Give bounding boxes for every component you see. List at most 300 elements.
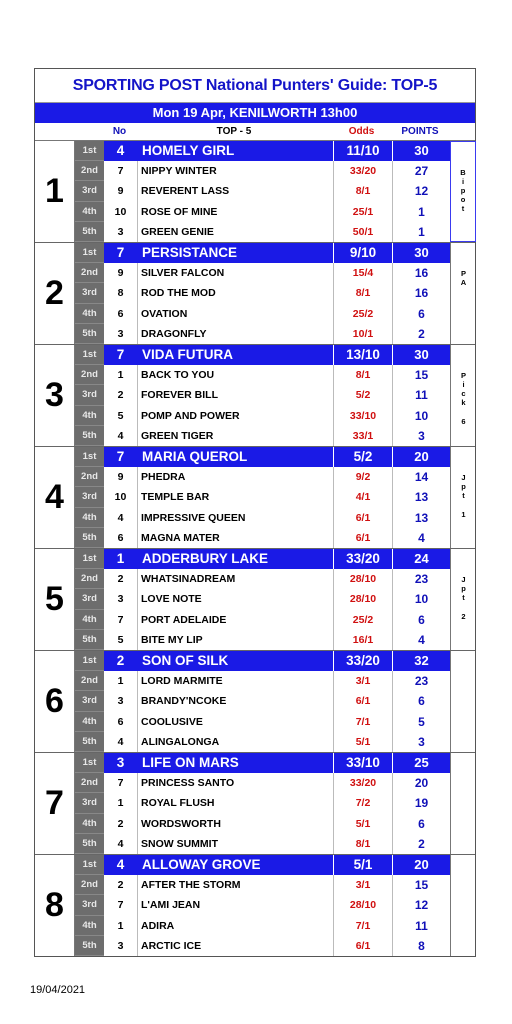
runner-points: 32 [392,651,450,671]
runner-name: ARCTIC ICE [137,936,333,956]
runner-number: 3 [117,939,124,952]
runner-odds: 28/10 [333,569,392,589]
runner-row [75,365,450,385]
runner-points: 20 [392,773,450,793]
runner-points: 24 [392,549,450,569]
runner-number: 1 [117,797,124,810]
runner-row [75,304,450,324]
runner-number: 7 [116,245,125,260]
runner-row [75,630,450,650]
runner-name: SNOW SUMMIT [137,834,333,854]
runner-odds: 25/1 [333,202,392,222]
runner-points: 10 [392,406,450,426]
runner-position: 2nd [75,467,104,487]
race-block [35,243,475,345]
runner-name: FOREVER BILL [137,385,333,405]
runner-points: 5 [392,712,450,732]
runner-position: 5th [75,426,104,446]
runner-position: 4th [75,508,104,528]
race-number: 4 [35,447,75,548]
bet-type-letter: A [460,278,467,287]
runner-number: 4 [117,511,124,524]
runner-row [75,569,450,589]
bet-type-label [450,753,476,854]
runner-points: 11 [392,385,450,405]
runner-odds: 6/1 [333,936,392,956]
runner-odds: 7/1 [333,916,392,936]
runner-number: 1 [116,551,125,566]
runner-name: WHATSINADREAM [137,569,333,589]
runner-position: 5th [75,732,104,752]
bet-type-letter: p [461,482,466,491]
runner-row [75,181,450,201]
runner-name: ADDERBURY LAKE [137,549,333,569]
runner-position: 1st [75,651,104,671]
runner-number: 4 [117,429,124,442]
runner-number: 4 [117,735,124,748]
runner-points: 8 [392,936,450,956]
runner-name: LOVE NOTE [137,589,333,609]
runner-number: 10 [114,205,127,218]
runner-number: 3 [117,327,124,340]
runner-points: 15 [392,875,450,895]
runner-name: ROYAL FLUSH [137,793,333,813]
runner-row [75,875,450,895]
bet-type-letter: B [460,168,466,177]
top5-col-header: TOP - 5 [216,126,252,137]
bet-type-label [450,243,476,344]
bet-type-letter: i [461,177,465,186]
runner-points: 12 [392,895,450,915]
runner-row [75,895,450,915]
runner-name: NIPPY WINTER [137,161,333,181]
runner-name: LORD MARMITE [137,671,333,691]
runner-odds: 3/1 [333,875,392,895]
runner-position: 3rd [75,895,104,915]
runner-position: 3rd [75,487,104,507]
runner-odds: 5/1 [333,855,392,875]
runner-name: ADIRA [137,916,333,936]
runner-points: 23 [392,569,450,589]
runner-number: 7 [117,899,124,912]
bet-type-letter: P [460,269,466,278]
bet-type-letter: 6 [461,417,466,426]
runner-number: 2 [117,389,124,402]
runner-position: 3rd [75,385,104,405]
runner-number: 6 [117,715,124,728]
runner-name: PORT ADELAIDE [137,610,333,630]
runner-position: 4th [75,610,104,630]
runner-number: 4 [117,837,124,850]
runner-odds: 8/1 [333,365,392,385]
runner-row [75,263,450,283]
runner-name: BRANDY'NCOKE [137,691,333,711]
runner-row [75,589,450,609]
runner-number: 4 [116,143,125,158]
print-date: 19/04/2021 [30,984,86,996]
runner-number: 7 [117,165,124,178]
runner-list [75,549,450,650]
runner-row [75,691,450,711]
runner-position: 4th [75,814,104,834]
runner-row [75,487,450,507]
race-number: 3 [35,345,75,446]
race-block [35,753,475,855]
runner-points: 2 [392,324,450,344]
bet-type-letter: t [462,491,465,500]
runner-name: PHEDRA [137,467,333,487]
runner-number: 2 [117,879,124,892]
runner-points: 16 [392,263,450,283]
runner-name: ALINGALONGA [137,732,333,752]
runner-points: 23 [392,671,450,691]
runner-name: PERSISTANCE [137,243,333,263]
runner-odds: 11/10 [333,141,392,161]
odds-col-header: Odds [348,126,375,137]
runner-position: 1st [75,447,104,467]
runner-row [75,528,450,548]
runner-name: POMP AND POWER [137,406,333,426]
runner-name: ROSE OF MINE [137,202,333,222]
runner-row [75,467,450,487]
race-block [35,141,475,243]
runner-points: 20 [392,447,450,467]
bet-type-label [450,549,476,650]
runner-name: BACK TO YOU [137,365,333,385]
race-block [35,651,475,753]
runner-row [75,712,450,732]
runner-position: 3rd [75,691,104,711]
runner-position: 5th [75,324,104,344]
bet-type-letter: J [461,473,466,482]
runner-name: BITE MY LIP [137,630,333,650]
bet-type-letter: 1 [461,510,466,519]
runner-name: OVATION [137,304,333,324]
runner-odds: 5/2 [333,385,392,405]
runner-number: 9 [117,185,124,198]
runner-points: 6 [392,610,450,630]
runner-odds: 8/1 [333,181,392,201]
runner-position: 5th [75,630,104,650]
runner-row [75,426,450,446]
runner-name: WORDSWORTH [137,814,333,834]
runner-odds: 6/1 [333,508,392,528]
runner-number: 7 [117,777,124,790]
runner-list [75,651,450,752]
runner-position: 2nd [75,875,104,895]
race-number: 6 [35,651,75,752]
runner-number: 1 [117,369,124,382]
races-body [35,141,475,956]
runner-position: 1st [75,753,104,773]
runner-row-top-pick [75,345,450,365]
bet-type-letter: P [460,371,466,380]
bet-type-letter: p [460,186,466,195]
runner-number: 3 [116,755,125,770]
runner-position: 4th [75,916,104,936]
runner-row [75,936,450,956]
runner-odds: 33/1 [333,426,392,446]
runner-row [75,222,450,242]
bet-type-letter: c [461,389,466,398]
runner-row [75,508,450,528]
runner-points: 30 [392,141,450,161]
runner-row [75,814,450,834]
runner-position: 1st [75,345,104,365]
runner-number: 3 [117,695,124,708]
runner-position: 2nd [75,773,104,793]
runner-position: 5th [75,936,104,956]
runner-position: 5th [75,834,104,854]
runner-name: TEMPLE BAR [137,487,333,507]
runner-odds: 50/1 [333,222,392,242]
runner-odds: 6/1 [333,691,392,711]
points-col-header: POINTS [401,126,439,137]
runner-position: 2nd [75,161,104,181]
runner-name: ALLOWAY GROVE [137,855,333,875]
runner-points: 30 [392,345,450,365]
runner-odds: 28/10 [333,895,392,915]
runner-position: 1st [75,243,104,263]
runner-row-top-pick [75,447,450,467]
runner-row [75,283,450,303]
runner-list [75,243,450,344]
race-number: 8 [35,855,75,956]
runner-row [75,773,450,793]
bet-type-label [450,855,476,956]
runner-position: 1st [75,855,104,875]
runner-list [75,855,450,956]
runner-points: 2 [392,834,450,854]
runner-row-top-pick [75,651,450,671]
runner-row [75,916,450,936]
punters-guide-table [34,68,476,957]
runner-points: 6 [392,814,450,834]
race-block [35,855,475,956]
runner-points: 30 [392,243,450,263]
bet-type-letter: 2 [461,612,466,621]
runner-odds: 3/1 [333,671,392,691]
runner-position: 3rd [75,283,104,303]
runner-name: L'AMI JEAN [137,895,333,915]
runner-position: 4th [75,202,104,222]
runner-number: 6 [117,307,124,320]
no-col-header: No [112,126,127,137]
runner-odds: 6/1 [333,528,392,548]
runner-points: 20 [392,855,450,875]
bet-type-label [450,447,476,548]
runner-number: 9 [117,267,124,280]
runner-odds: 5/1 [333,732,392,752]
runner-points: 3 [392,732,450,752]
runner-row-top-pick [75,753,450,773]
runner-odds: 4/1 [333,487,392,507]
runner-name: SILVER FALCON [137,263,333,283]
runner-odds: 16/1 [333,630,392,650]
runner-points: 19 [392,793,450,813]
runner-odds: 8/1 [333,834,392,854]
race-number: 2 [35,243,75,344]
runner-number: 7 [117,613,124,626]
runner-odds: 33/10 [333,406,392,426]
runner-row [75,834,450,854]
bet-type-label [450,345,476,446]
runner-row [75,161,450,181]
runner-number: 2 [117,573,124,586]
runner-odds: 13/10 [333,345,392,365]
pos-col-header [74,123,103,140]
runner-list [75,141,450,242]
runner-position: 4th [75,712,104,732]
runner-number: 1 [117,675,124,688]
runner-points: 10 [392,589,450,609]
runner-points: 25 [392,753,450,773]
runner-position: 2nd [75,365,104,385]
runner-points: 13 [392,487,450,507]
runner-points: 13 [392,508,450,528]
runner-name: HOMELY GIRL [137,141,333,161]
race-block [35,447,475,549]
runner-odds: 7/1 [333,712,392,732]
runner-row [75,324,450,344]
runner-odds: 7/2 [333,793,392,813]
runner-name: GREEN TIGER [137,426,333,446]
runner-number: 4 [116,857,125,872]
runner-row [75,202,450,222]
runner-list [75,345,450,446]
runner-position: 2nd [75,263,104,283]
runner-number: 10 [114,491,127,504]
runner-odds: 10/1 [333,324,392,344]
runner-number: 3 [117,593,124,606]
runner-points: 16 [392,283,450,303]
runner-name: MARIA QUEROL [137,447,333,467]
runner-odds: 15/4 [333,263,392,283]
runner-number: 3 [117,225,124,238]
runner-number: 1 [117,919,124,932]
runner-name: ROD THE MOD [137,283,333,303]
runner-row [75,671,450,691]
bet-type-letter: p [461,584,466,593]
runner-name: DRAGONFLY [137,324,333,344]
runner-list [75,447,450,548]
runner-points: 14 [392,467,450,487]
meeting-subtitle: Mon 19 Apr, KENILWORTH 13h00 [35,103,475,123]
runner-row [75,385,450,405]
runner-odds: 33/20 [333,161,392,181]
runner-points: 1 [392,222,450,242]
runner-odds: 9/2 [333,467,392,487]
runner-odds: 9/10 [333,243,392,263]
runner-points: 12 [392,181,450,201]
runner-name: COOLUSIVE [137,712,333,732]
runner-position: 2nd [75,569,104,589]
bet-col-header [449,123,475,140]
runner-points: 1 [392,202,450,222]
runner-row [75,732,450,752]
runner-number: 6 [117,531,124,544]
runner-number: 9 [117,471,124,484]
runner-position: 1st [75,141,104,161]
runner-row [75,406,450,426]
runner-points: 4 [392,528,450,548]
bet-type-letter: t [461,204,465,213]
runner-list [75,753,450,854]
runner-position: 4th [75,406,104,426]
runner-name: GREEN GENIE [137,222,333,242]
bet-type-letter: i [462,380,465,389]
bet-type-letter: J [461,575,466,584]
runner-number: 7 [116,449,125,464]
runner-row-top-pick [75,141,450,161]
runner-position: 3rd [75,793,104,813]
runner-points: 3 [392,426,450,446]
guide-title: SPORTING POST National Punters' Guide: TOP-5 [35,69,475,103]
runner-row [75,610,450,630]
runner-points: 6 [392,691,450,711]
runner-number: 5 [117,409,124,422]
runner-odds: 25/2 [333,610,392,630]
race-number: 1 [35,141,75,242]
runner-name: SON OF SILK [137,651,333,671]
race-block [35,345,475,447]
bet-type-label [450,651,476,752]
race-col-header [35,123,74,140]
runner-number: 7 [116,347,125,362]
runner-number: 2 [117,817,124,830]
runner-odds: 28/10 [333,589,392,609]
runner-position: 3rd [75,589,104,609]
runner-position: 5th [75,222,104,242]
runner-number: 2 [116,653,125,668]
bet-type-letter: o [460,195,466,204]
runner-number: 8 [117,287,124,300]
runner-name: VIDA FUTURA [137,345,333,365]
runner-odds: 5/1 [333,814,392,834]
runner-points: 11 [392,916,450,936]
race-block [35,549,475,651]
race-number: 5 [35,549,75,650]
runner-name: REVERENT LASS [137,181,333,201]
runner-position: 2nd [75,671,104,691]
runner-odds: 5/2 [333,447,392,467]
runner-row-top-pick [75,855,450,875]
runner-odds: 33/20 [333,651,392,671]
runner-number: 5 [117,633,124,646]
runner-row-top-pick [75,243,450,263]
runner-position: 4th [75,304,104,324]
runner-row [75,793,450,813]
column-header-row [35,123,475,141]
runner-row-top-pick [75,549,450,569]
runner-name: AFTER THE STORM [137,875,333,895]
runner-position: 1st [75,549,104,569]
runner-position: 3rd [75,181,104,201]
runner-name: IMPRESSIVE QUEEN [137,508,333,528]
race-number: 7 [35,753,75,854]
runner-points: 4 [392,630,450,650]
runner-position: 5th [75,528,104,548]
runner-points: 6 [392,304,450,324]
runner-odds: 33/20 [333,773,392,793]
runner-name: LIFE ON MARS [137,753,333,773]
runner-name: MAGNA MATER [137,528,333,548]
runner-points: 27 [392,161,450,181]
bet-type-letter: t [462,593,465,602]
bet-type-letter: k [461,398,466,407]
runner-odds: 25/2 [333,304,392,324]
runner-name: PRINCESS SANTO [137,773,333,793]
